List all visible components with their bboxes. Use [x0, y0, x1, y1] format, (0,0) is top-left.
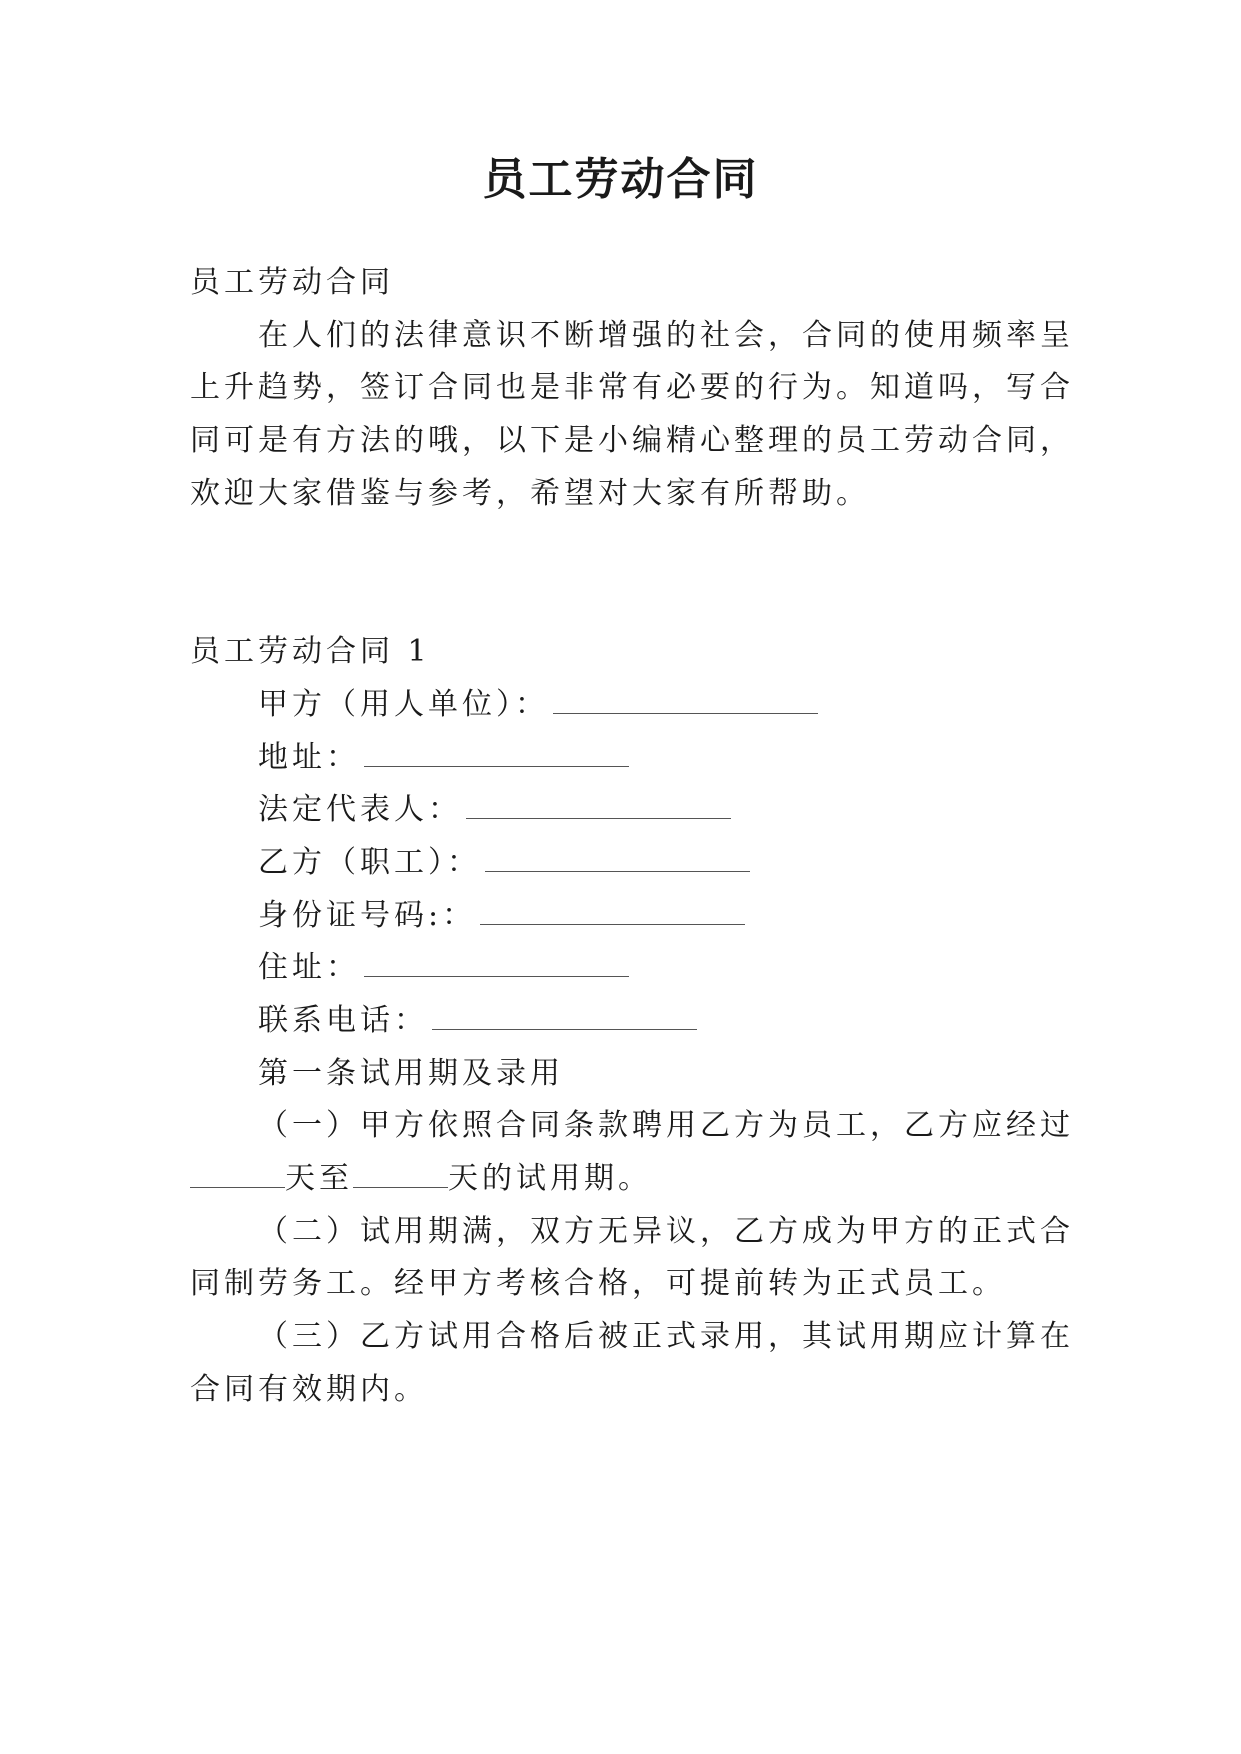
field-address-blank — [364, 738, 629, 767]
field-residence-blank — [364, 948, 629, 977]
trial-days-min-blank — [190, 1159, 285, 1188]
field-address — [258, 738, 629, 778]
field-residence — [258, 948, 629, 988]
field-id-number-label: 身份证号码:： — [258, 898, 477, 933]
field-legal-rep-label: 法定代表人： — [258, 792, 462, 827]
clause-2-line-2: 同制劳务工。经甲方考核合格，可提前转为正式员工。 — [190, 1266, 1006, 1301]
field-legal-rep — [258, 790, 731, 830]
contract-heading: 员工劳动合同 1 — [190, 634, 431, 669]
field-party-b-label: 乙方（职工）： — [258, 845, 481, 880]
field-phone-label: 联系电话： — [258, 1003, 428, 1038]
clause-3-line-2: 合同有效期内。 — [190, 1372, 428, 1407]
intro-line-2: 上升趋势，签订合同也是非常有必要的行为。知道吗，写合 — [190, 370, 1074, 405]
article-1-title: 第一条试用期及录用 — [258, 1056, 564, 1091]
field-party-a-label: 甲方（用人单位）： — [258, 687, 549, 722]
field-party-a-blank — [553, 685, 818, 714]
field-party-a — [258, 685, 818, 725]
clause-2-line-1: （二）试用期满，双方无异议，乙方成为甲方的正式合 — [258, 1214, 1074, 1249]
clause-1-part-a: 天至 — [285, 1161, 353, 1196]
field-address-label: 地址： — [258, 740, 360, 775]
intro-heading: 员工劳动合同 — [190, 265, 394, 300]
field-phone-blank — [432, 1001, 697, 1030]
document-title: 员工劳动合同 — [482, 154, 759, 205]
field-phone — [258, 1001, 697, 1041]
field-id-number — [258, 896, 745, 936]
clause-1-line-2 — [190, 1159, 652, 1199]
field-residence-label: 住址： — [258, 950, 360, 985]
intro-line-4: 欢迎大家借鉴与参考，希望对大家有所帮助。 — [190, 476, 870, 511]
field-party-b — [258, 843, 750, 883]
intro-line-3: 同可是有方法的哦，以下是小编精心整理的员工劳动合同， — [190, 423, 1074, 458]
intro-line-1: 在人们的法律意识不断增强的社会，合同的使用频率呈 — [258, 318, 1074, 353]
clause-3-line-1: （三）乙方试用合格后被正式录用，其试用期应计算在 — [258, 1319, 1074, 1354]
field-legal-rep-blank — [466, 790, 731, 819]
field-id-number-blank — [480, 896, 745, 925]
field-party-b-blank — [485, 843, 750, 872]
clause-1-part-b: 天的试用期。 — [448, 1161, 652, 1196]
clause-1-line-1: （一）甲方依照合同条款聘用乙方为员工，乙方应经过 — [258, 1108, 1074, 1143]
trial-days-max-blank — [353, 1159, 448, 1188]
